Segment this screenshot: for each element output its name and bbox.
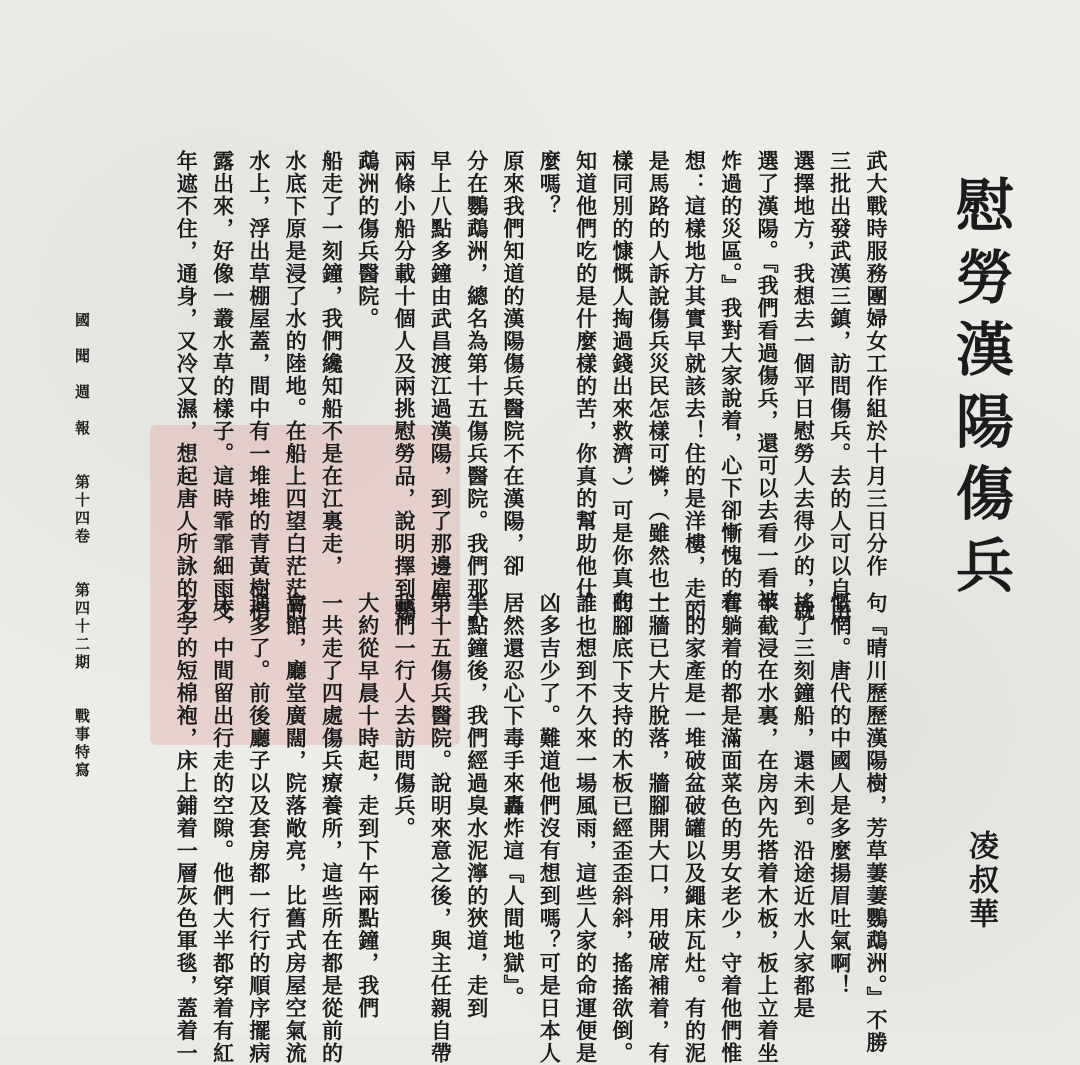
text-column: 水上，浮出草棚屋蓋，間中有一堆堆的青黃樹梢 <box>246 150 272 623</box>
text-column: 誰也想到不久來一場風雨，這些人家的命運便是 <box>573 592 599 1065</box>
text-column: 慨惘。唐代的中國人是多麼揚眉吐氣啊！ <box>827 592 853 997</box>
text-column: 知道他們吃的是什麼樣的苦，你真的幫助他什 <box>573 150 599 600</box>
text-column: 十字的短棉袍，床上鋪着一層灰色軍毯，蓋着一 <box>174 592 200 1065</box>
text-column: 半截浸在水裏，在房內先搭着木板，板上立着坐 <box>755 592 781 1065</box>
text-column: 凶多吉少了。難道他們沒有想到嗎？可是日本人 <box>537 592 563 1065</box>
text-column: 年遮不住，通身，又冷又濕，想起唐人所詠的名 <box>174 150 200 623</box>
text-column: 半點鐘後，我們經過臭水泥濘的狹道，走到 <box>464 592 490 1020</box>
text-column: 三批出發武漢三鎮，訪問傷兵。去的人可以自由 <box>827 150 853 623</box>
text-column: 兩條小船分載十個人及兩挑慰勞品，說明擇到鸚 <box>392 150 418 623</box>
article-title: 慰勞漢陽傷兵 <box>946 175 1014 607</box>
text-column: 想：這樣地方其實早就該去！住的是洋樓，走的 <box>682 150 708 623</box>
text-column: 一的家產是一堆破盆破罐以及繩床瓦灶。有的泥 <box>682 592 708 1065</box>
text-column: 搖了三刻鐘船，還未到。沿途近水人家都是 <box>791 592 817 1020</box>
text-column: 大約從早晨十時起，走到下午兩點鐘，我們 <box>355 592 381 1020</box>
text-column: 我們一行人去訪問傷兵。 <box>392 592 418 840</box>
text-column: 選擇地方，我想去一個平日慰勞人去得少的，就 <box>791 150 817 623</box>
text-column: 會館，廳堂廣闊，院落敞亮，比舊式房屋空氣流 <box>283 592 309 1065</box>
text-column: 句『晴川歷歷漢陽樹，芳草萋萋鸚鵡洲。』不勝 <box>864 592 889 1054</box>
text-column: 水底下原是浸了水的陸地。在船上四望白茫茫的 <box>283 150 309 623</box>
text-column: 一共走了四處傷兵療養所，這些所在都是從前的 <box>319 592 345 1065</box>
text-column: 第十五傷兵醫院。說明來意之後，與主任親自帶 <box>428 592 454 1065</box>
text-column: 早上八點多鐘由武昌渡江過漢陽，到了那邊雇了 <box>428 150 454 623</box>
text-column: 選了漢陽。『我們看過傷兵，還可以去看一看被 <box>755 150 781 612</box>
article-author: 凌叔華 <box>963 830 998 932</box>
text-column: 露出來，好像一叢水草的樣子。這時霏霏細雨支 <box>210 150 236 623</box>
text-column: 炸過的災區。』我對大家說着，心下卻慚愧的在 <box>718 150 744 612</box>
text-column: 鵡洲的傷兵醫院。 <box>355 150 381 330</box>
text-column: 麼嗎？ <box>537 150 563 218</box>
text-column: 樣同別的慷慨人掏過錢出來救濟，）可是你真在 <box>609 150 635 612</box>
text-column: 船走了一刻鐘，我們纔知船不是在江裏走， <box>319 150 345 578</box>
text-column: 土牆已大片脫落，牆腳開大口，用破席補着，有 <box>646 592 672 1065</box>
text-column: 原來我們知道的漢陽傷兵醫院不在漢陽，卻 <box>501 150 526 578</box>
text-column: 的腳底下支持的木板已經歪歪斜斜，搖搖欲倒。 <box>609 592 635 1065</box>
text-column: 通多了。前後廳子以及套房都一行行的順序擺病 <box>246 592 272 1065</box>
text-column: 居然還忍心下毒手來轟炸這『人間地獄』。 <box>501 592 526 1009</box>
publication-footer: 國 聞 週 報 第十四卷 第四十二期 戰事特寫 <box>73 312 91 780</box>
text-column: 武大戰時服務團婦女工作組於十月三日分作 <box>864 150 889 578</box>
text-column: 是馬路的人訴說傷兵災民怎樣可憐，（雖然也一 <box>646 150 672 612</box>
text-column: 床，中間留出行走的空隙。他們大半都穿着有紅 <box>210 592 236 1065</box>
text-column: 着躺着的都是滿面菜色的男女老少，守着他們惟 <box>718 592 744 1065</box>
text-column: 分在鸚鵡洲，總名為第十五傷兵醫院。我們那天 <box>464 150 490 623</box>
